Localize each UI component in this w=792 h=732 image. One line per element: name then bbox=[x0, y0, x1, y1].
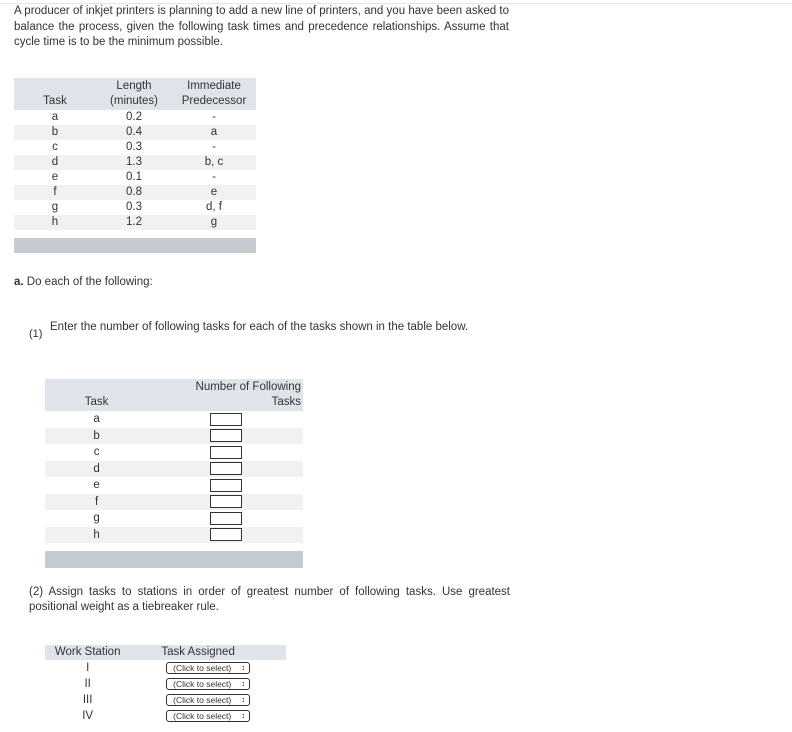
question-1-text: Enter the number of following tasks for each of the tasks shown in the table below. bbox=[50, 321, 469, 333]
header-pred-line1: Immediate bbox=[187, 80, 241, 92]
following-input-g[interactable] bbox=[210, 512, 242, 525]
up-down-arrows-icon: ↕ bbox=[241, 695, 246, 704]
table-bottom-rule bbox=[45, 551, 303, 568]
task-data-header bbox=[14, 78, 256, 110]
predecessor-cell: - bbox=[212, 141, 216, 153]
task-select-station-3[interactable] bbox=[166, 694, 250, 706]
header-length bbox=[96, 78, 172, 110]
predecessor-cell: - bbox=[212, 111, 216, 123]
table-row bbox=[45, 477, 303, 494]
station-assignment-table bbox=[45, 645, 286, 724]
station-cell: III bbox=[82, 694, 93, 706]
predecessor-cell: a bbox=[172, 125, 256, 140]
predecessor-cell: e bbox=[172, 185, 256, 200]
assigned-cell bbox=[130, 676, 286, 692]
predecessor-cell: - bbox=[212, 171, 216, 183]
station-cell: I bbox=[86, 662, 90, 674]
header-task: Task bbox=[45, 379, 148, 411]
question-2-text: (2) Assign tasks to stations in order of greatest number of following tasks. Use greatest positional weight as a tiebreaker rule. bbox=[29, 586, 510, 613]
problem-intro: A producer of inkjet printers is planning to add a new line of printers, and you have been asked to balance the process, given the following task times and precedence relationships. Assume that cycle time is to be the minimum possible. bbox=[14, 5, 509, 48]
table-row bbox=[14, 110, 256, 125]
following-input-d[interactable] bbox=[210, 462, 242, 475]
header-task-assigned: Task Assigned bbox=[130, 645, 286, 660]
table-row bbox=[45, 444, 303, 461]
task-cell: g bbox=[93, 512, 100, 525]
table-row bbox=[45, 428, 303, 445]
following-input-b[interactable] bbox=[210, 429, 242, 442]
task-cell: e bbox=[51, 171, 59, 183]
station-cell: IV bbox=[82, 710, 94, 722]
task-cell: c bbox=[93, 446, 100, 459]
following-cell bbox=[148, 494, 303, 511]
header-length-line1: Length bbox=[116, 80, 152, 92]
select-label: (Click to select) bbox=[173, 711, 232, 721]
part-a-text: Do each of the following: bbox=[23, 276, 153, 288]
table-row bbox=[14, 200, 256, 215]
following-cell bbox=[148, 411, 303, 428]
table-row bbox=[45, 494, 303, 511]
header-predecessor bbox=[172, 78, 256, 110]
length-cell: 0.4 bbox=[96, 125, 172, 140]
up-down-arrows-icon: ↕ bbox=[241, 679, 246, 688]
task-cell: d bbox=[14, 155, 96, 170]
following-input-c[interactable] bbox=[210, 446, 242, 459]
following-cell bbox=[148, 461, 303, 478]
table-row bbox=[14, 215, 256, 230]
part-a-letter: a. bbox=[14, 276, 24, 288]
following-tasks-table bbox=[45, 379, 303, 568]
assigned-cell bbox=[130, 660, 286, 676]
table-row bbox=[45, 461, 303, 478]
task-cell: e bbox=[93, 479, 100, 492]
select-label: (Click to select) bbox=[173, 679, 232, 689]
following-cell bbox=[148, 477, 303, 494]
length-cell: 0.3 bbox=[126, 201, 142, 213]
task-select-station-1[interactable] bbox=[166, 662, 250, 674]
table-row bbox=[14, 170, 256, 185]
following-input-f[interactable] bbox=[210, 495, 242, 508]
header-following bbox=[148, 379, 303, 411]
task-data-table bbox=[14, 78, 256, 253]
select-label: (Click to select) bbox=[173, 663, 232, 673]
following-cell bbox=[148, 527, 303, 544]
table-row bbox=[45, 708, 286, 724]
length-cell: 1.3 bbox=[96, 155, 172, 170]
task-cell: f bbox=[45, 494, 148, 511]
following-input-a[interactable] bbox=[210, 413, 242, 426]
task-cell: h bbox=[14, 215, 96, 230]
header-task: Task bbox=[14, 78, 96, 110]
header-following-line2: Tasks bbox=[271, 396, 301, 408]
length-cell: 0.3 bbox=[126, 141, 142, 153]
header-pred-line2: Predecessor bbox=[181, 95, 247, 107]
predecessor-cell: d, f bbox=[206, 201, 222, 213]
table-row bbox=[45, 692, 286, 708]
header-following-line1: Number of Following bbox=[195, 381, 301, 393]
predecessor-cell: g bbox=[172, 215, 256, 230]
predecessor-cell: b, c bbox=[172, 155, 256, 170]
table-row bbox=[45, 411, 303, 428]
table-row bbox=[14, 185, 256, 200]
length-cell: 0.2 bbox=[126, 111, 142, 123]
task-cell: h bbox=[45, 527, 148, 544]
table-row bbox=[45, 510, 303, 527]
table-row bbox=[14, 155, 256, 170]
table-bottom-rule bbox=[14, 238, 256, 253]
select-label: (Click to select) bbox=[173, 695, 232, 705]
table-row bbox=[45, 660, 286, 676]
length-cell: 1.2 bbox=[96, 215, 172, 230]
table-row bbox=[14, 125, 256, 140]
task-cell: g bbox=[51, 201, 59, 213]
task-cell: a bbox=[51, 111, 59, 123]
table-row bbox=[14, 140, 256, 155]
table-row bbox=[45, 527, 303, 544]
length-cell: 0.8 bbox=[96, 185, 172, 200]
question-1-number: (1) bbox=[29, 328, 43, 340]
following-input-e[interactable] bbox=[210, 479, 242, 492]
part-a-heading bbox=[14, 276, 153, 288]
station-assignment-header bbox=[45, 645, 286, 660]
up-down-arrows-icon: ↕ bbox=[241, 663, 246, 672]
task-cell: f bbox=[14, 185, 96, 200]
length-cell: 0.1 bbox=[126, 171, 142, 183]
task-cell: b bbox=[45, 428, 148, 445]
following-cell bbox=[148, 510, 303, 527]
assigned-cell bbox=[130, 692, 286, 708]
following-cell bbox=[148, 428, 303, 445]
following-cell bbox=[148, 444, 303, 461]
task-cell: c bbox=[52, 141, 58, 153]
following-tasks-header bbox=[45, 379, 303, 411]
header-work-station: Work Station bbox=[45, 645, 130, 660]
up-down-arrows-icon: ↕ bbox=[241, 711, 246, 720]
assigned-cell bbox=[130, 708, 286, 724]
task-cell: a bbox=[93, 413, 100, 426]
task-cell: d bbox=[45, 461, 148, 478]
task-cell: b bbox=[14, 125, 96, 140]
task-select-station-2[interactable] bbox=[166, 678, 250, 690]
station-cell: II bbox=[84, 678, 91, 690]
following-input-h[interactable] bbox=[210, 528, 242, 541]
header-length-line2: (minutes) bbox=[110, 95, 158, 107]
table-row bbox=[45, 676, 286, 692]
task-select-station-4[interactable] bbox=[166, 710, 250, 722]
